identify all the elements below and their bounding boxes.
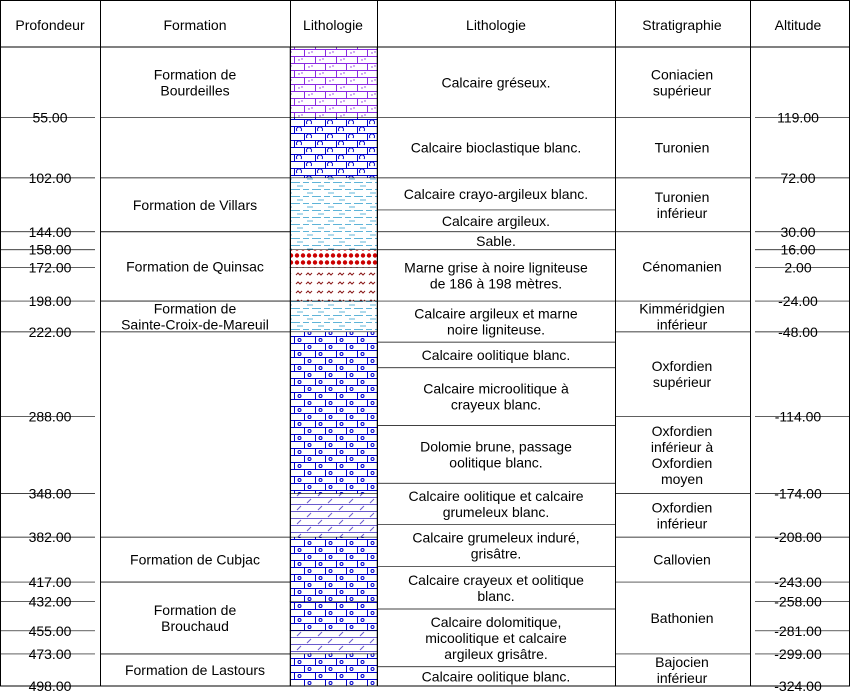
- formation-label: Formation de Cubjac: [130, 551, 260, 568]
- lithology-description: Calcaire bioclastique blanc.: [410, 139, 582, 156]
- lithology-segment-sand: [290, 250, 377, 268]
- altitude-label: 2.00: [784, 259, 812, 276]
- depth-label: 498.00: [28, 678, 72, 691]
- lithology-segment-bioclastic-limestone: [290, 118, 377, 178]
- lithology-segment-oolitic-limestone: [290, 601, 377, 631]
- stratigraphy-label: supérieur: [652, 82, 712, 99]
- altitude-label: -48.00: [778, 323, 818, 340]
- depth-label: 144.00: [28, 223, 72, 240]
- lithology-column: [290, 47, 377, 686]
- stratigraphy-labels: [639, 66, 725, 686]
- stratigraphy-label: Turonien: [654, 188, 710, 205]
- header-lithology-column: Lithologie: [303, 17, 363, 33]
- lithology-description: noire ligniteuse.: [446, 321, 546, 338]
- depth-label: 432.00: [28, 593, 72, 610]
- lithology-segment-oolitic-limestone: [290, 654, 377, 686]
- lithology-description: Sable.: [476, 232, 516, 249]
- formation-labels: [121, 66, 269, 678]
- lithology-segment-lignitic-marl: [290, 268, 377, 301]
- stratigraphy-label: inférieur à: [650, 439, 714, 456]
- lithology-description: Calcaire microolitique à: [423, 380, 569, 397]
- formation-label: Brouchaud: [161, 617, 229, 634]
- depth-label: 158.00: [28, 241, 72, 258]
- altitude-labels: [774, 110, 822, 691]
- header-lithology: Lithologie: [466, 17, 526, 33]
- lithology-description: Calcaire oolitique blanc.: [421, 668, 571, 685]
- lithology-description: argileux grisâtre.: [444, 645, 548, 662]
- header-stratigraphy: Stratigraphie: [642, 17, 722, 33]
- lithology-description: Calcaire crayeux et oolitique: [408, 571, 584, 588]
- altitude-label: -243.00: [774, 574, 822, 591]
- lithology-descriptions: [404, 74, 588, 684]
- depth-label: 288.00: [28, 408, 72, 425]
- depth-label: 102.00: [28, 169, 72, 186]
- lithology-segment-oolitic-limestone: [290, 332, 377, 494]
- stratigraphy-label: moyen: [660, 471, 704, 488]
- stratigraphy-label: inférieur: [656, 515, 708, 532]
- altitude-label: -174.00: [774, 485, 822, 502]
- stratigraphy-label: Bathonien: [650, 609, 714, 626]
- altitude-label: -114.00: [774, 408, 822, 425]
- lithology-description: Calcaire oolitique et calcaire: [408, 487, 584, 504]
- header-altitude: Altitude: [774, 17, 822, 33]
- lithology-description: blanc.: [477, 587, 515, 604]
- stratigraphy-label: Bajocien: [655, 653, 709, 670]
- depth-label: 198.00: [28, 293, 72, 310]
- formation-label: Formation de: [153, 300, 237, 317]
- lithology-description: crayeux blanc.: [450, 396, 542, 413]
- lithology-description: Calcaire argileux.: [441, 212, 551, 229]
- stratigraphy-label: inférieur: [656, 316, 708, 333]
- depth-label: 55.00: [32, 109, 68, 126]
- stratigraphy-label: Turonien: [654, 139, 710, 156]
- altitude-label: -281.00: [774, 622, 822, 639]
- formation-label: Formation de Lastours: [124, 661, 266, 678]
- altitude-label: -208.00: [774, 529, 822, 546]
- altitude-label: 16.00: [780, 241, 816, 258]
- depth-label: 382.00: [28, 529, 72, 546]
- depth-labels: [29, 110, 72, 691]
- lithology-description: Calcaire grumeleux induré,: [412, 529, 580, 546]
- formation-label: Formation de Quinsac: [126, 258, 264, 275]
- stratigraphy-label: Coniacien: [650, 66, 714, 83]
- lithology-description: Calcaire argileux et marne: [414, 305, 578, 322]
- lithology-segment-dolomite: [290, 494, 377, 538]
- stratigraphy-label: Oxfordien: [651, 358, 713, 375]
- altitude-label: 30.00: [780, 223, 816, 240]
- stratigraphy-label: Callovien: [653, 551, 711, 568]
- lithology-description: Dolomie brune, passage: [420, 438, 572, 455]
- formation-label: Formation de: [153, 66, 237, 83]
- lithology-segment-chalky-clay-limestone: [290, 301, 377, 332]
- lithology-description: Calcaire crayo-argileux blanc.: [403, 185, 589, 202]
- altitude-label: -299.00: [774, 645, 822, 662]
- altitude-label: -324.00: [774, 678, 822, 691]
- lithology-description: micoolitique et calcaire: [425, 629, 567, 646]
- stratigraphy-label: inférieur: [656, 204, 708, 221]
- stratigraphy-label: supérieur: [652, 374, 712, 391]
- altitude-label: -24.00: [778, 293, 818, 310]
- lithology-segment-chalky-clay-limestone: [290, 178, 377, 250]
- lithology-segment-sandy-limestone: [290, 47, 377, 118]
- depth-label: 222.00: [28, 323, 72, 340]
- header-depth: Profondeur: [15, 17, 85, 33]
- formation-label: Sainte-Croix-de-Mareuil: [121, 316, 269, 333]
- stratigraphy-label: Cénomanien: [642, 258, 722, 275]
- lithology-description: Calcaire gréseux.: [441, 74, 551, 91]
- depth-label: 473.00: [28, 645, 72, 662]
- lithology-description: de 186 à 198 mètres.: [429, 275, 563, 292]
- stratigraphy-label: Oxfordien: [651, 455, 713, 472]
- formation-label: Formation de: [153, 601, 237, 618]
- lithology-description: oolitique blanc.: [449, 454, 543, 471]
- altitude-label: -258.00: [774, 593, 822, 610]
- altitude-label: 72.00: [780, 169, 816, 186]
- depth-label: 172.00: [28, 259, 72, 276]
- depth-label: 348.00: [28, 485, 72, 502]
- lithology-description: Calcaire dolomitique,: [430, 613, 562, 630]
- lithology-description: Calcaire oolitique blanc.: [421, 346, 571, 363]
- lithology-description: grisâtre.: [470, 545, 522, 562]
- column-headers: [15, 17, 821, 33]
- formation-label: Formation de Villars: [132, 196, 258, 213]
- stratigraphy-label: inférieur: [656, 669, 708, 686]
- lithology-segment-oolitic-limestone: [290, 537, 377, 601]
- lithology-segment-dolomite: [290, 631, 377, 654]
- header-formation: Formation: [163, 17, 227, 33]
- depth-label: 455.00: [28, 622, 72, 639]
- lithology-description: Marne grise à noire ligniteuse: [404, 259, 588, 276]
- stratigraphy-label: Oxfordien: [651, 499, 713, 516]
- stratigraphy-label: Kimméridgien: [639, 300, 725, 317]
- altitude-label: 119.00: [777, 109, 819, 126]
- stratigraphy-label: Oxfordien: [651, 423, 713, 440]
- lithology-description: grumeleux blanc.: [442, 503, 550, 520]
- depth-label: 417.00: [28, 574, 72, 591]
- formation-label: Bourdeilles: [160, 82, 230, 99]
